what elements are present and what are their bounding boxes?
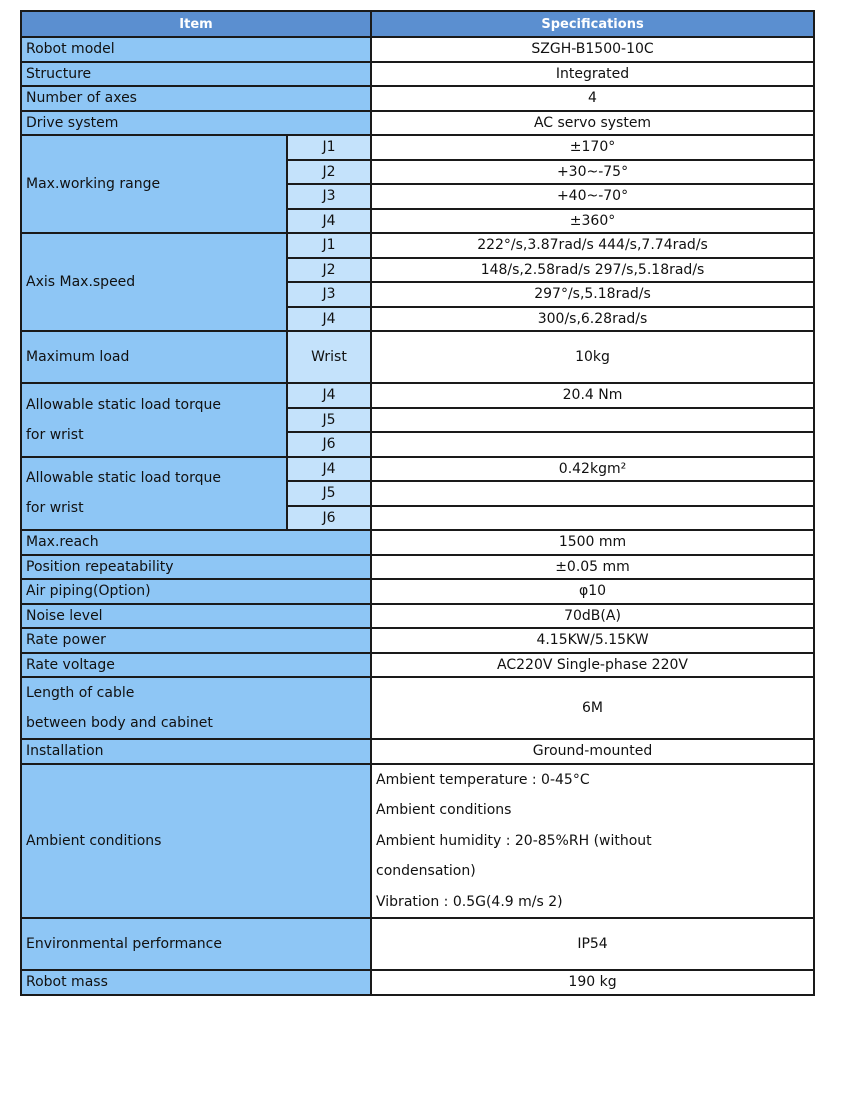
- joint-label: J5: [287, 408, 371, 433]
- table-row: [21, 579, 814, 604]
- table-row: [21, 970, 814, 995]
- row-value: IP54: [371, 918, 814, 970]
- row-value: AC220V Single-phase 220V: [371, 653, 814, 678]
- row-value: Ground-mounted: [371, 739, 814, 764]
- table-row: [21, 677, 814, 739]
- row-label: Noise level: [21, 604, 371, 629]
- table-row: [21, 604, 814, 629]
- table-row: [21, 918, 814, 970]
- row-value: 0.42kgm²: [371, 457, 814, 482]
- row-value: Integrated: [371, 62, 814, 87]
- joint-label: J4: [287, 307, 371, 332]
- joint-label: J2: [287, 160, 371, 185]
- table-row: [21, 457, 814, 482]
- table-row: [21, 383, 814, 408]
- table-row: [21, 628, 814, 653]
- joint-label: J3: [287, 282, 371, 307]
- joint-label: J4: [287, 209, 371, 234]
- row-value: 300/s,6.28rad/s: [371, 307, 814, 332]
- ambient-line: Ambient humidity : 20-85%RH (without: [376, 832, 652, 849]
- row-label: Axis Max.speed: [21, 233, 287, 331]
- row-label: Number of axes: [21, 86, 371, 111]
- row-value: [371, 481, 814, 506]
- row-label: [21, 457, 287, 531]
- sub-label: Wrist: [287, 331, 371, 383]
- row-label-line: between body and cabinet: [26, 715, 213, 731]
- specifications-table: [20, 10, 815, 996]
- row-label-line: Length of cable: [26, 685, 135, 701]
- row-value: 4: [371, 86, 814, 111]
- row-label: Drive system: [21, 111, 371, 136]
- row-value: 148/s,2.58rad/s 297/s,5.18rad/s: [371, 258, 814, 283]
- row-value: ±170°: [371, 135, 814, 160]
- row-value: 1500 mm: [371, 530, 814, 555]
- row-value: ±0.05 mm: [371, 555, 814, 580]
- row-value: [371, 408, 814, 433]
- row-label-line: for wrist: [26, 500, 84, 517]
- header-specifications: Specifications: [371, 11, 814, 37]
- row-value: SZGH-B1500-10C: [371, 37, 814, 62]
- table-row: [21, 86, 814, 111]
- row-label: [21, 383, 287, 457]
- row-value: 222°/s,3.87rad/s 444/s,7.74rad/s: [371, 233, 814, 258]
- row-value: +30~-75°: [371, 160, 814, 185]
- joint-label: J1: [287, 233, 371, 258]
- row-label-line: for wrist: [26, 426, 84, 443]
- row-value: +40~-70°: [371, 184, 814, 209]
- table-row: [21, 764, 814, 919]
- row-value: ±360°: [371, 209, 814, 234]
- table-row: [21, 111, 814, 136]
- table-row: [21, 62, 814, 87]
- row-label: Installation: [21, 739, 371, 764]
- row-label: Rate voltage: [21, 653, 371, 678]
- row-value: 190 kg: [371, 970, 814, 995]
- ambient-line: Ambient temperature : 0-45°C: [376, 771, 590, 788]
- row-value: [371, 506, 814, 531]
- table-row: [21, 555, 814, 580]
- row-label: Air piping(Option): [21, 579, 371, 604]
- row-value: 70dB(A): [371, 604, 814, 629]
- joint-label: J6: [287, 432, 371, 457]
- table-row: [21, 331, 814, 383]
- row-label-line: Allowable static load torque: [26, 470, 221, 487]
- row-label: [21, 677, 371, 739]
- row-label: Rate power: [21, 628, 371, 653]
- row-label: Structure: [21, 62, 371, 87]
- joint-label: J4: [287, 383, 371, 408]
- row-value: 4.15KW/5.15KW: [371, 628, 814, 653]
- joint-label: J3: [287, 184, 371, 209]
- joint-label: J6: [287, 506, 371, 531]
- row-label: Ambient conditions: [21, 764, 371, 919]
- row-label: Robot model: [21, 37, 371, 62]
- joint-label: J5: [287, 481, 371, 506]
- table-header: [21, 11, 814, 37]
- joint-label: J1: [287, 135, 371, 160]
- row-label: Max.working range: [21, 135, 287, 233]
- row-label: Robot mass: [21, 970, 371, 995]
- row-value: 6M: [371, 677, 814, 739]
- row-value: [371, 764, 814, 919]
- row-label: Position repeatability: [21, 555, 371, 580]
- ambient-line: condensation): [376, 863, 476, 879]
- table-row: [21, 37, 814, 62]
- row-label: Max.reach: [21, 530, 371, 555]
- ambient-line: Vibration : 0.5G(4.9 m/s 2): [376, 893, 563, 910]
- row-label-line: Allowable static load torque: [26, 396, 221, 413]
- table-row: [21, 135, 814, 160]
- row-value: φ10: [371, 579, 814, 604]
- header-item: Item: [21, 11, 371, 37]
- row-value: AC servo system: [371, 111, 814, 136]
- row-value: 297°/s,5.18rad/s: [371, 282, 814, 307]
- ambient-line: Ambient conditions: [376, 802, 512, 818]
- table-row: [21, 233, 814, 258]
- table-row: [21, 653, 814, 678]
- joint-label: J2: [287, 258, 371, 283]
- table-row: [21, 739, 814, 764]
- row-label: Maximum load: [21, 331, 287, 383]
- table-row: [21, 530, 814, 555]
- row-value: 10kg: [371, 331, 814, 383]
- row-value: [371, 432, 814, 457]
- joint-label: J4: [287, 457, 371, 482]
- row-value: 20.4 Nm: [371, 383, 814, 408]
- row-label: Environmental performance: [21, 918, 371, 970]
